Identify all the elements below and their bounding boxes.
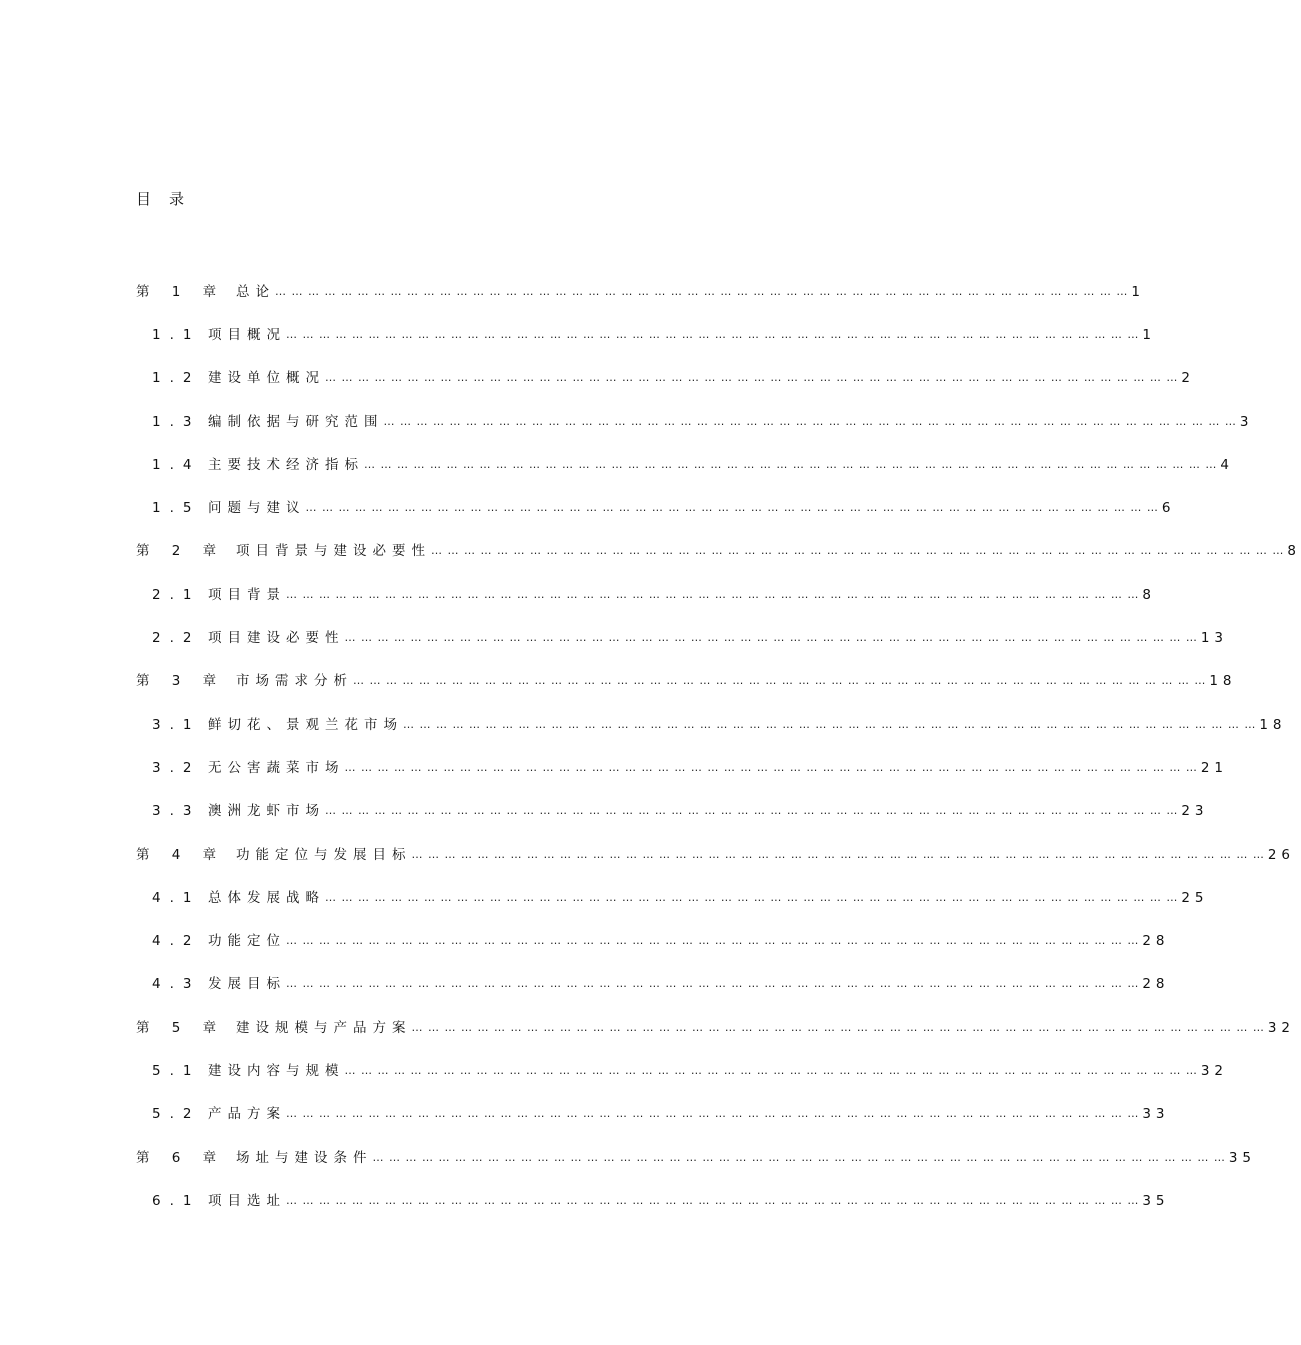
toc-entry-number: 第 3 章 bbox=[136, 673, 226, 690]
toc-entry-page: 13 bbox=[1200, 630, 1229, 647]
toc-entry[interactable] bbox=[136, 1006, 1296, 1049]
toc-entry-page: 3 bbox=[1239, 413, 1254, 430]
toc-entry-number: 1.3 bbox=[152, 413, 201, 430]
toc-entry-title: 项目建设必要性 bbox=[208, 630, 345, 647]
toc-dot-leader bbox=[431, 540, 1284, 562]
toc-entry-title: 项目选址 bbox=[208, 1192, 286, 1209]
toc-entry-number: 1.2 bbox=[152, 370, 201, 387]
toc-entry[interactable] bbox=[136, 703, 1287, 746]
toc-entry-page: 18 bbox=[1209, 673, 1237, 690]
toc-entry[interactable] bbox=[136, 357, 1195, 400]
toc-entry-page: 4 bbox=[1220, 456, 1234, 473]
toc-entry-page: 2 bbox=[1181, 370, 1195, 387]
toc-dot-leader bbox=[384, 411, 1237, 433]
toc-entry-page: 21 bbox=[1200, 759, 1229, 776]
toc-dot-leader bbox=[373, 1147, 1226, 1169]
toc-dot-leader bbox=[325, 367, 1178, 389]
toc-entry-page: 35 bbox=[1142, 1192, 1170, 1209]
toc-entry[interactable] bbox=[136, 270, 1145, 313]
toc-entry[interactable] bbox=[136, 660, 1237, 703]
toc-entry-title: 澳洲龙虾市场 bbox=[208, 803, 325, 820]
toc-dot-leader bbox=[286, 584, 1139, 606]
toc-entry-number: 4.3 bbox=[152, 976, 201, 993]
toc-entry-title: 编制依据与研究范围 bbox=[208, 413, 384, 430]
toc-entry-title: 无公害蔬菜市场 bbox=[208, 759, 345, 776]
toc-entry[interactable] bbox=[136, 400, 1254, 443]
toc-entry-title: 产品方案 bbox=[208, 1106, 286, 1123]
toc-entry-title: 鲜切花、景观兰花市场 bbox=[208, 716, 403, 733]
toc-entry[interactable] bbox=[136, 573, 1156, 616]
toc-dot-leader bbox=[412, 1017, 1265, 1039]
toc-entry-number: 3.3 bbox=[152, 803, 201, 820]
toc-entry[interactable] bbox=[136, 313, 1156, 356]
toc-entry-title: 场址与建设条件 bbox=[236, 1149, 373, 1166]
toc-entry-page: 35 bbox=[1228, 1149, 1257, 1166]
toc-entry-number: 3.1 bbox=[152, 716, 201, 733]
toc-entry-page: 32 bbox=[1200, 1062, 1229, 1079]
toc-entry[interactable] bbox=[136, 486, 1176, 529]
toc-entry-page: 25 bbox=[1181, 889, 1209, 906]
toc-entry[interactable] bbox=[136, 1179, 1170, 1222]
toc-entry-page: 6 bbox=[1161, 500, 1176, 517]
toc-entry-title: 市场需求分析 bbox=[236, 673, 353, 690]
toc-dot-leader bbox=[306, 497, 1159, 519]
toc-entry-title: 功能定位与发展目标 bbox=[236, 846, 412, 863]
toc-entry-number: 1.5 bbox=[152, 500, 201, 517]
toc-entry-title: 总体发展战略 bbox=[208, 889, 325, 906]
toc-entry[interactable] bbox=[136, 1093, 1170, 1136]
toc-entry-title: 功能定位 bbox=[208, 933, 286, 950]
toc-entry-number: 2.1 bbox=[152, 586, 201, 603]
toc-dot-leader bbox=[325, 800, 1178, 822]
toc-entry-number: 4.2 bbox=[152, 933, 201, 950]
toc-entry-page: 28 bbox=[1142, 976, 1170, 993]
toc-entry[interactable] bbox=[136, 876, 1209, 919]
toc-dot-leader bbox=[286, 1190, 1139, 1212]
toc-entry-title: 问题与建议 bbox=[208, 500, 306, 517]
toc-entry-page: 28 bbox=[1142, 933, 1170, 950]
toc-dot-leader bbox=[325, 887, 1178, 909]
toc-entry-page: 23 bbox=[1181, 803, 1209, 820]
toc-entry-title: 发展目标 bbox=[208, 976, 286, 993]
toc-entry[interactable] bbox=[136, 833, 1296, 876]
toc-title: 目录 bbox=[136, 190, 203, 208]
toc-dot-leader bbox=[286, 324, 1139, 346]
toc-entry-number: 6.1 bbox=[152, 1192, 201, 1209]
toc-entry[interactable] bbox=[136, 790, 1209, 833]
toc-list bbox=[136, 270, 1301, 1223]
toc-entry-page: 8 bbox=[1142, 586, 1156, 603]
toc-entry-number: 2.2 bbox=[152, 630, 201, 647]
toc-entry-number: 1.4 bbox=[152, 456, 201, 473]
toc-entry-page: 8 bbox=[1287, 543, 1301, 560]
toc-entry-title: 建设规模与产品方案 bbox=[236, 1019, 412, 1036]
toc-entry-title: 总论 bbox=[236, 283, 275, 300]
toc-entry[interactable] bbox=[136, 919, 1170, 962]
toc-entry-page: 18 bbox=[1259, 716, 1287, 733]
toc-entry-title: 建设内容与规模 bbox=[208, 1062, 345, 1079]
toc-entry-title: 项目背景 bbox=[208, 586, 286, 603]
toc-entry-number: 5.2 bbox=[152, 1106, 201, 1123]
toc-entry-number: 4.1 bbox=[152, 889, 201, 906]
toc-dot-leader bbox=[345, 757, 1198, 779]
toc-entry-number: 第 2 章 bbox=[136, 543, 226, 560]
toc-entry-page: 32 bbox=[1267, 1019, 1296, 1036]
toc-entry-number: 第 1 章 bbox=[136, 283, 226, 300]
toc-entry-number: 第 6 章 bbox=[136, 1149, 226, 1166]
toc-entry-page: 33 bbox=[1142, 1106, 1170, 1123]
toc-dot-leader bbox=[286, 1103, 1139, 1125]
toc-entry-number: 第 5 章 bbox=[136, 1019, 226, 1036]
toc-entry[interactable] bbox=[136, 530, 1301, 573]
toc-entry-title: 建设单位概况 bbox=[208, 370, 325, 387]
toc-entry[interactable] bbox=[136, 1049, 1229, 1092]
toc-entry-title: 主要技术经济指标 bbox=[208, 456, 364, 473]
toc-dot-leader bbox=[286, 973, 1139, 995]
toc-dot-leader bbox=[275, 281, 1128, 303]
toc-entry[interactable] bbox=[136, 1136, 1257, 1179]
toc-entry-number: 1.1 bbox=[152, 326, 201, 343]
toc-entry-title: 项目背景与建设必要性 bbox=[236, 543, 431, 560]
toc-entry-page: 26 bbox=[1267, 846, 1296, 863]
toc-entry-title: 项目概况 bbox=[208, 326, 286, 343]
toc-entry-number: 5.1 bbox=[152, 1062, 201, 1079]
toc-dot-leader bbox=[364, 454, 1217, 476]
toc-entry-number: 3.2 bbox=[152, 759, 201, 776]
toc-entry-page: 1 bbox=[1131, 283, 1145, 300]
toc-dot-leader bbox=[345, 1060, 1198, 1082]
toc-entry-page: 1 bbox=[1142, 326, 1156, 343]
toc-dot-leader bbox=[286, 930, 1139, 952]
toc-dot-leader bbox=[353, 670, 1206, 692]
toc-entry[interactable] bbox=[136, 443, 1234, 486]
toc-entry[interactable] bbox=[136, 616, 1229, 659]
toc-dot-leader bbox=[345, 627, 1198, 649]
toc-dot-leader bbox=[412, 844, 1265, 866]
toc-entry[interactable] bbox=[136, 963, 1170, 1006]
toc-entry[interactable] bbox=[136, 746, 1229, 789]
toc-entry-number: 第 4 章 bbox=[136, 846, 226, 863]
toc-dot-leader bbox=[403, 714, 1256, 736]
